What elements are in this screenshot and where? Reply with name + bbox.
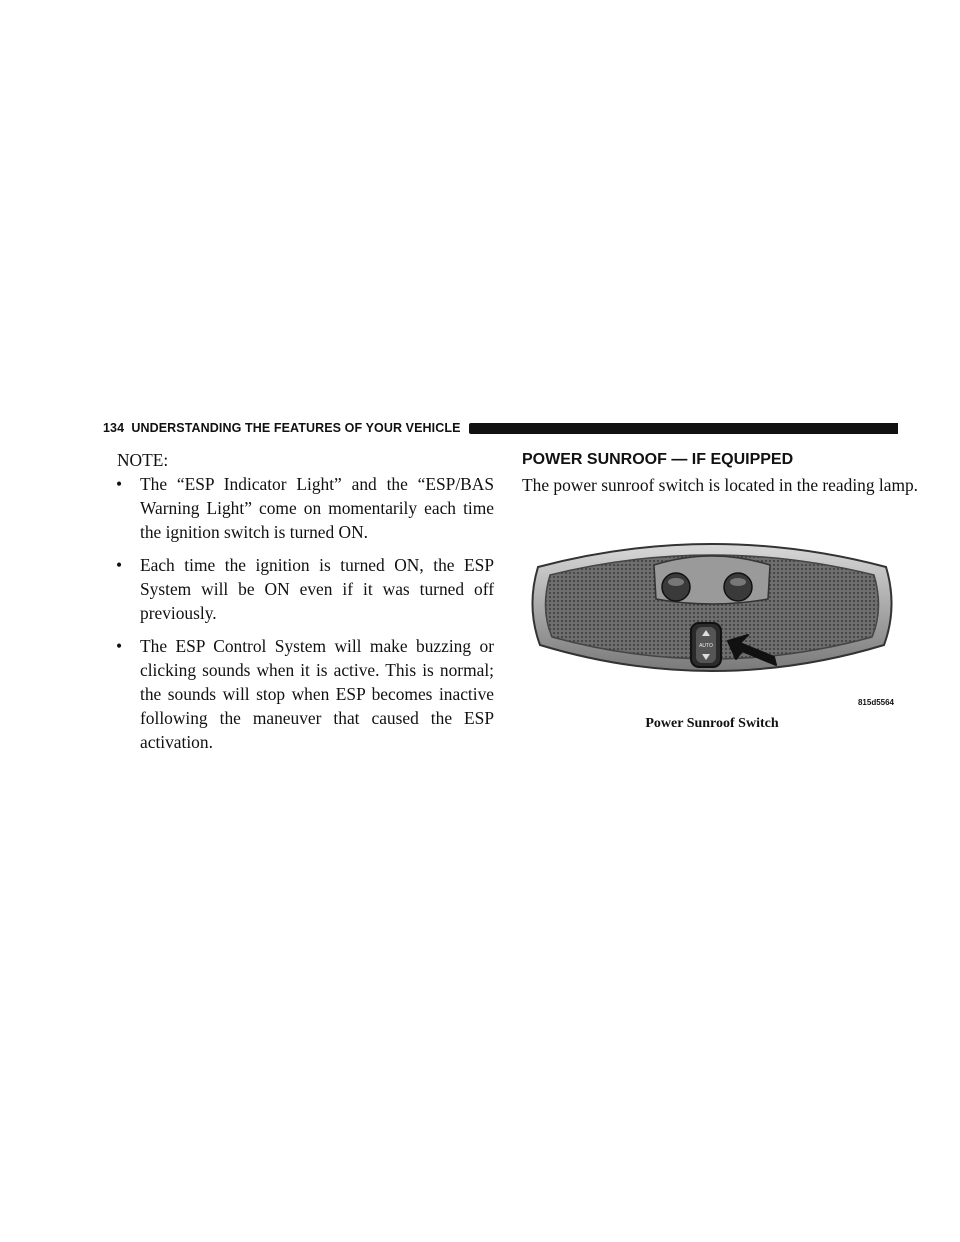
header-rule bbox=[469, 423, 898, 434]
chapter-title: UNDERSTANDING THE FEATURES OF YOUR VEHICLE bbox=[131, 421, 461, 435]
figure-code: 815d5564 bbox=[857, 698, 894, 707]
bullet-text: The “ESP Indicator Light” and the “ESP/BAS Warning Light” come on momentarily each time the ignition switch is turned ON. bbox=[140, 474, 494, 542]
lamp-button-left bbox=[662, 573, 690, 601]
bullet-text: The ESP Control System will make buzzing or clicking sounds when it is active. This is normal; the sounds will stop when ESP becomes inactive following the maneuver that caused the ESP activation. bbox=[140, 636, 494, 752]
figure-caption: Power Sunroof Switch bbox=[645, 716, 779, 731]
list-item bbox=[117, 634, 494, 754]
bullet-dot: • bbox=[116, 474, 123, 494]
page-number: 134 bbox=[103, 421, 125, 435]
section-title: POWER SUNROOF — IF EQUIPPED bbox=[522, 451, 794, 468]
left-column bbox=[117, 448, 494, 763]
list-item bbox=[117, 553, 494, 625]
right-column bbox=[522, 450, 919, 497]
list-item bbox=[117, 472, 494, 544]
switch-label: AUTO bbox=[699, 643, 713, 649]
reading-lamp-illustration bbox=[524, 527, 900, 717]
note-label: NOTE: bbox=[117, 450, 169, 470]
page-header-text bbox=[103, 421, 461, 435]
bullet-text: Each time the ignition is turned ON, the ESP System will be ON even if it was turned off previously. bbox=[140, 555, 494, 623]
bullet-dot: • bbox=[116, 555, 123, 575]
sunroof-switch-figure bbox=[524, 527, 900, 717]
bullet-dot: • bbox=[116, 636, 123, 656]
lamp-button-right bbox=[724, 573, 752, 601]
section-body: The power sunroof switch is located in the reading lamp. bbox=[522, 475, 919, 495]
page-header bbox=[103, 421, 898, 435]
